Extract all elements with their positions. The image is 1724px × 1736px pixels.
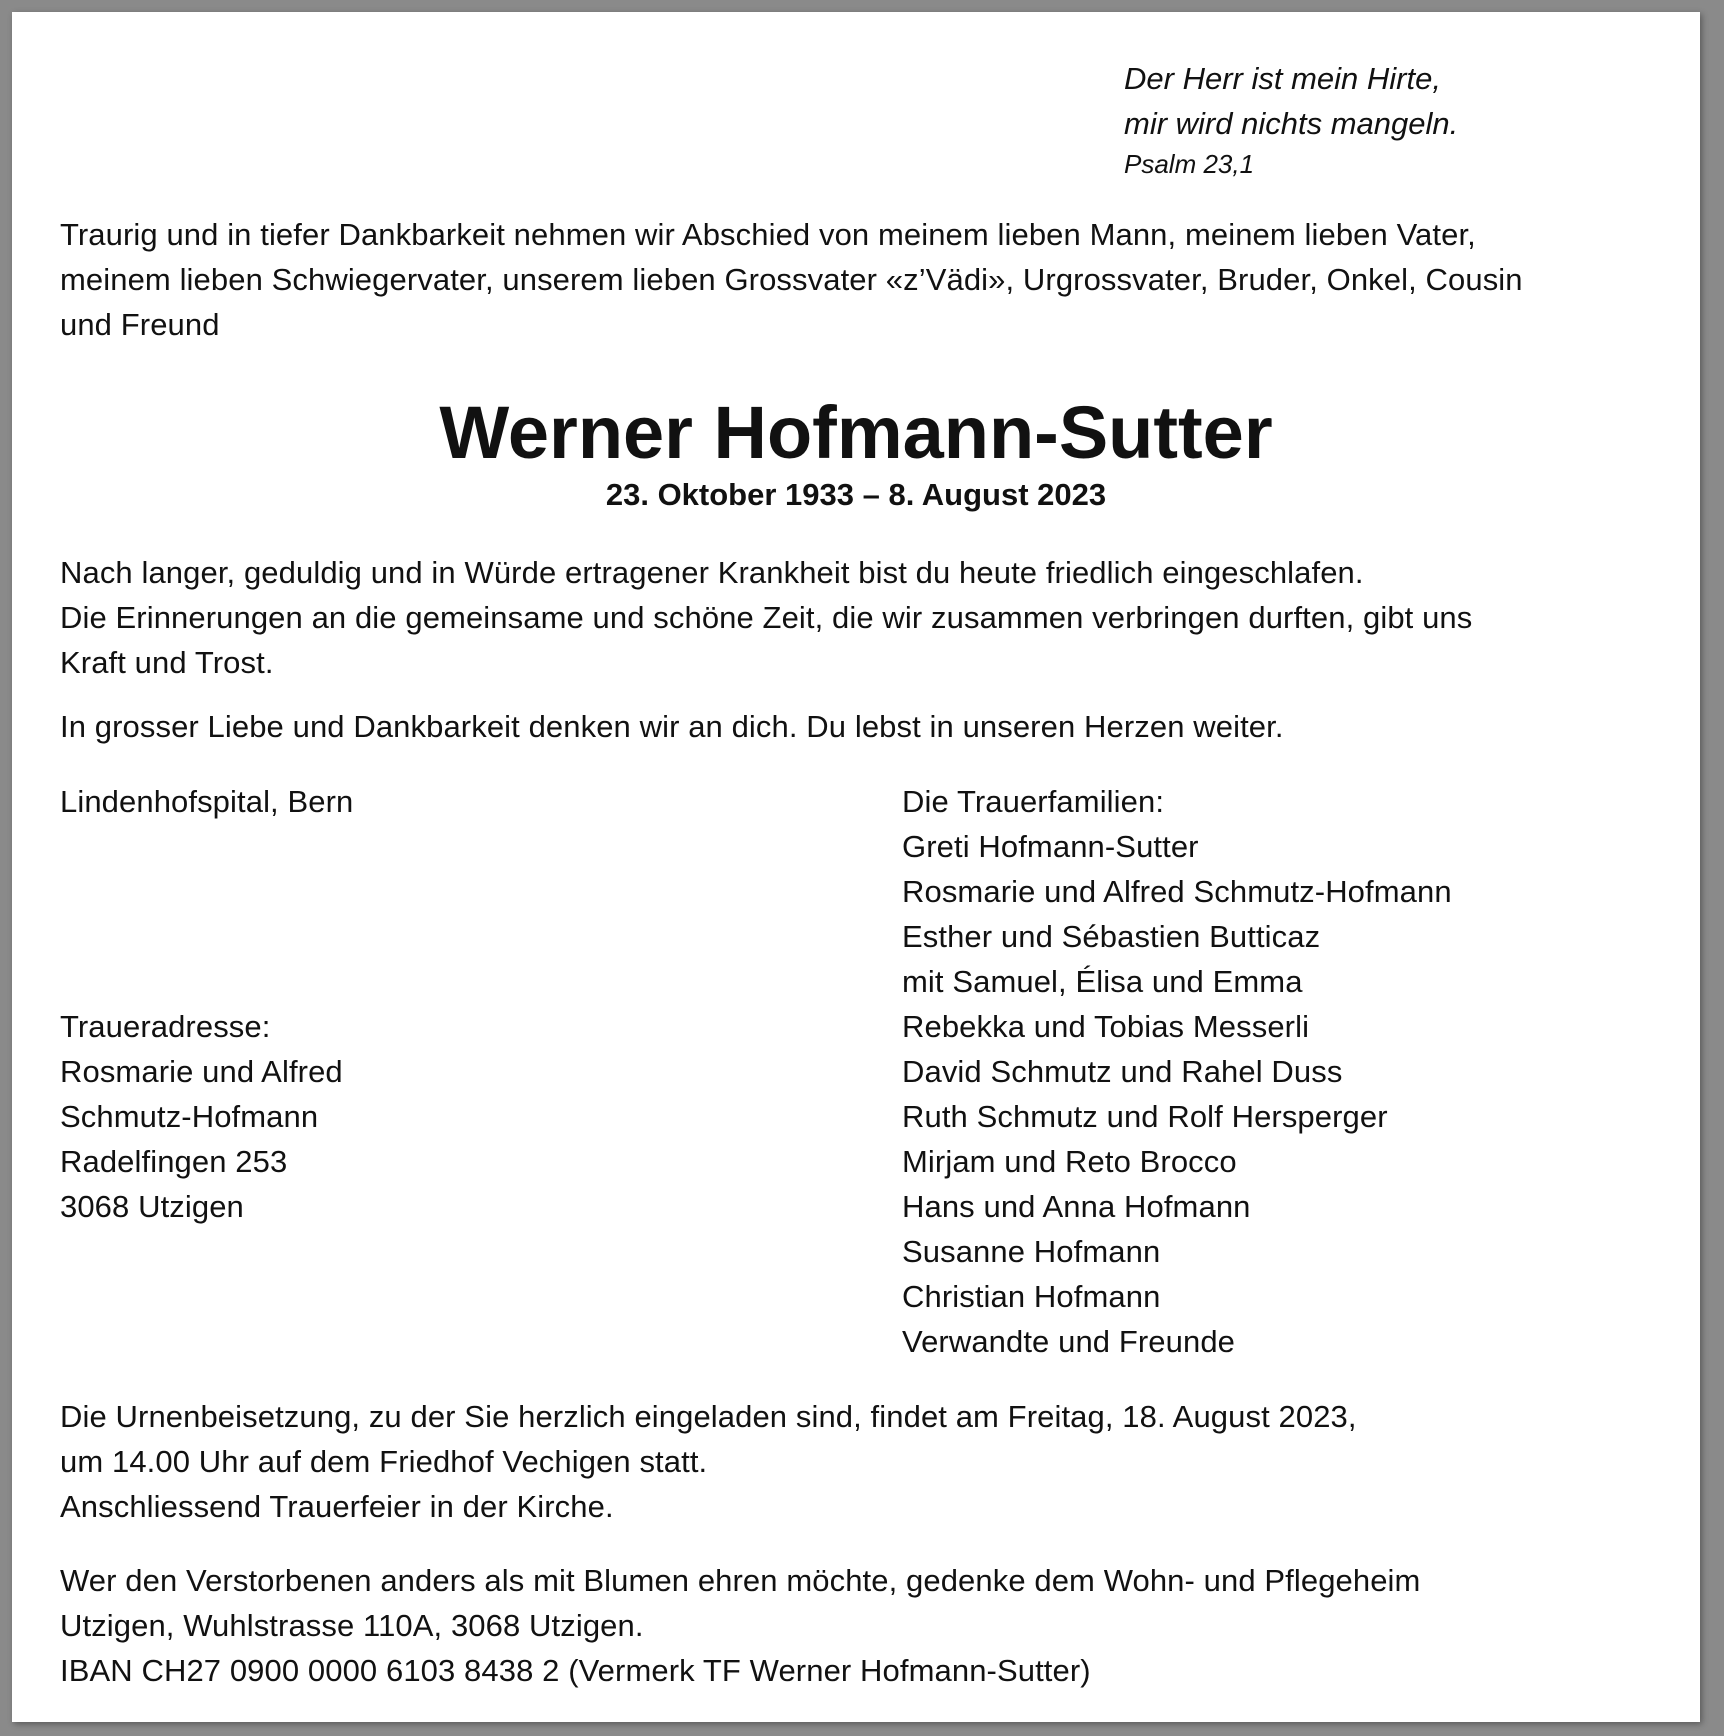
family-member: Susanne Hofmann [902, 1234, 1161, 1269]
family-member: Esther und Sébastien Butticaz [902, 919, 1321, 954]
quote-line: mir wird nichts mangeln. [1124, 106, 1459, 141]
address-label: Traueradresse: [60, 1009, 271, 1044]
family-member: Hans und Anna Hofmann [902, 1189, 1251, 1224]
donation-line: Utzigen, Wuhlstrasse 110A, 3068 Utzigen. [60, 1608, 644, 1643]
family-member: Greti Hofmann-Sutter [902, 829, 1199, 864]
address-line: Schmutz-Hofmann [60, 1099, 319, 1134]
deceased-name: Werner Hofmann-Sutter [439, 391, 1273, 474]
address-line: 3068 Utzigen [60, 1189, 244, 1224]
family-member: Ruth Schmutz und Rolf Hersperger [902, 1099, 1388, 1134]
intro-paragraph [60, 212, 1680, 347]
family-member: Christian Hofmann [902, 1279, 1161, 1314]
life-dates: 23. Oktober 1933 – 8. August 2023 [605, 477, 1107, 512]
psalm-quote [1124, 56, 1458, 182]
donation-iban: IBAN CH27 0900 0000 6103 8438 2 (Vermerk TF Werner Hofmann-Sutter) [60, 1653, 1091, 1688]
donation-line: Wer den Verstorbenen anders als mit Blumen ehren möchte, gedenke dem Wohn- und Pflegeheim [60, 1563, 1421, 1598]
intro-line: Traurig und in tiefer Dankbarkeit nehmen wir Abschied von meinem lieben Mann, meinem lieben Vater, [60, 217, 1476, 252]
donation-paragraph [60, 1558, 1680, 1693]
message-paragraph [60, 550, 1680, 685]
address-line: Rosmarie und Alfred [60, 1054, 343, 1089]
obituary-page [12, 12, 1700, 1722]
family-member: mit Samuel, Élisa und Emma [902, 964, 1303, 999]
mourning-families [902, 779, 1452, 1364]
funeral-line: Anschliessend Trauerfeier in der Kirche. [60, 1489, 614, 1524]
funeral-line: Die Urnenbeisetzung, zu der Sie herzlich eingeladen sind, findet am Freitag, 18. August 2023, [60, 1399, 1357, 1434]
quote-line: Der Herr ist mein Hirte, [1124, 61, 1441, 96]
quote-reference: Psalm 23,1 [1124, 149, 1255, 179]
message-line: Kraft und Trost. [60, 645, 274, 680]
message-line: In grosser Liebe und Dankbarkeit denken wir an dich. Du lebst in unseren Herzen weiter. [60, 709, 1284, 744]
funeral-line: um 14.00 Uhr auf dem Friedhof Vechigen statt. [60, 1444, 708, 1479]
family-member: Verwandte und Freunde [902, 1324, 1236, 1359]
intro-line: meinem lieben Schwiegervater, unserem lieben Grossvater «z’Vädi», Urgrossvater, Bruder, Onkel, Cousin [60, 262, 1523, 297]
remembrance-paragraph [60, 704, 1680, 749]
family-member: Rebekka und Tobias Messerli [902, 1009, 1310, 1044]
family-member: David Schmutz und Rahel Duss [902, 1054, 1343, 1089]
intro-line: und Freund [60, 307, 220, 342]
family-member: Rosmarie und Alfred Schmutz-Hofmann [902, 874, 1452, 909]
family-member: Mirjam und Reto Brocco [902, 1144, 1237, 1179]
families-label: Die Trauerfamilien: [902, 784, 1165, 819]
message-line: Die Erinnerungen an die gemeinsame und schöne Zeit, die wir zusammen verbringen durften, gibt uns [60, 600, 1473, 635]
mourning-address [60, 1004, 343, 1229]
message-line: Nach langer, geduldig und in Würde ertragener Krankheit bist du heute friedlich eingeschlafen. [60, 555, 1364, 590]
address-line: Radelfingen 253 [60, 1144, 288, 1179]
place-of-death: Lindenhofspital, Bern [60, 784, 354, 819]
funeral-paragraph [60, 1394, 1680, 1529]
